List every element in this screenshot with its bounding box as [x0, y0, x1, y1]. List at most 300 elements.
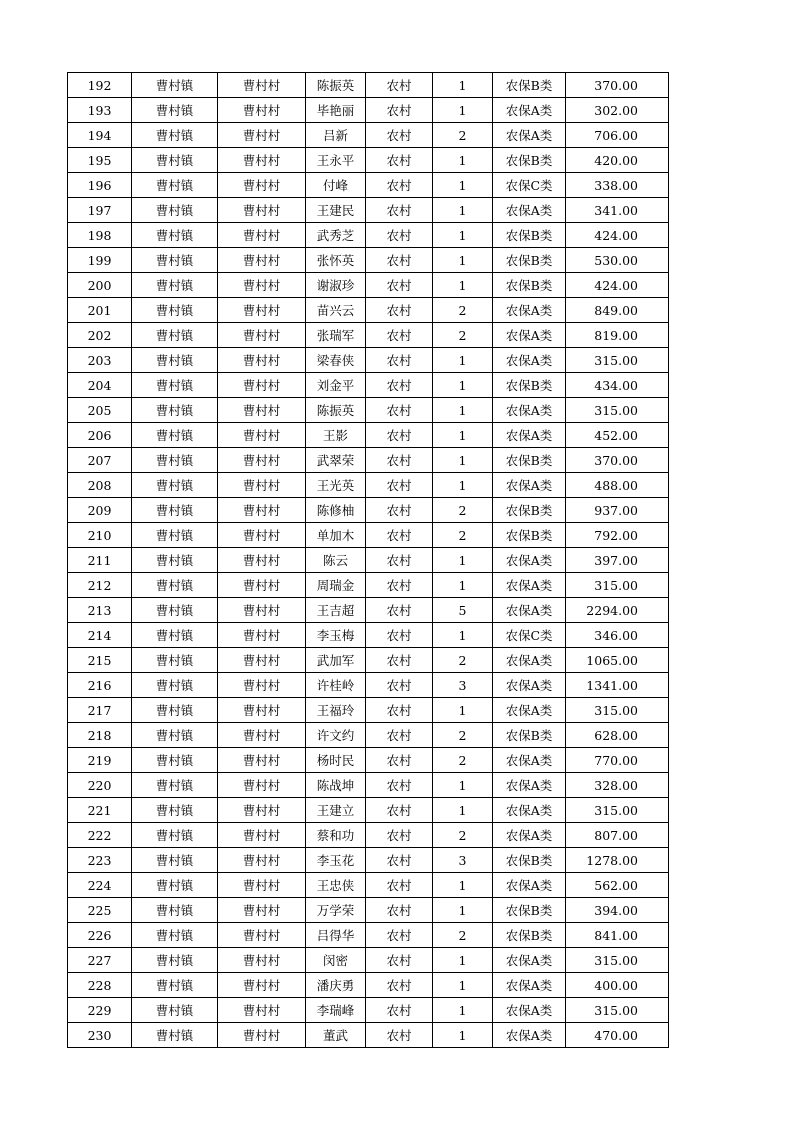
amount-cell: 770.00 [566, 748, 669, 773]
category-cell: 农保A类 [493, 123, 566, 148]
category-cell: 农保A类 [493, 198, 566, 223]
row-number-cell: 221 [68, 798, 132, 823]
town-cell: 曹村镇 [132, 998, 218, 1023]
name-cell: 王永平 [306, 148, 366, 173]
area-type-cell: 农村 [366, 98, 433, 123]
table-row [68, 598, 669, 623]
table-row [68, 473, 669, 498]
town-cell: 曹村镇 [132, 973, 218, 998]
category-cell: 农保A类 [493, 648, 566, 673]
row-number-cell: 201 [68, 298, 132, 323]
row-number-cell: 209 [68, 498, 132, 523]
table-row [68, 673, 669, 698]
table-row [68, 973, 669, 998]
area-type-cell: 农村 [366, 548, 433, 573]
town-cell: 曹村镇 [132, 623, 218, 648]
name-cell: 万学荣 [306, 898, 366, 923]
town-cell: 曹村镇 [132, 198, 218, 223]
name-cell: 蔡和功 [306, 823, 366, 848]
amount-cell: 315.00 [566, 348, 669, 373]
row-number-cell: 220 [68, 773, 132, 798]
category-cell: 农保A类 [493, 798, 566, 823]
table-row [68, 848, 669, 873]
table-row [68, 273, 669, 298]
table-row [68, 523, 669, 548]
household-count-cell: 1 [433, 798, 493, 823]
row-number-cell: 196 [68, 173, 132, 198]
amount-cell: 370.00 [566, 448, 669, 473]
amount-cell: 1278.00 [566, 848, 669, 873]
name-cell: 梁春侠 [306, 348, 366, 373]
area-type-cell: 农村 [366, 323, 433, 348]
row-number-cell: 207 [68, 448, 132, 473]
category-cell: 农保C类 [493, 173, 566, 198]
town-cell: 曹村镇 [132, 248, 218, 273]
village-cell: 曹村村 [218, 748, 306, 773]
row-number-cell: 226 [68, 923, 132, 948]
amount-cell: 488.00 [566, 473, 669, 498]
name-cell: 谢淑珍 [306, 273, 366, 298]
area-type-cell: 农村 [366, 948, 433, 973]
name-cell: 董武 [306, 1023, 366, 1048]
village-cell: 曹村村 [218, 523, 306, 548]
amount-cell: 470.00 [566, 1023, 669, 1048]
town-cell: 曹村镇 [132, 1023, 218, 1048]
category-cell: 农保B类 [493, 923, 566, 948]
town-cell: 曹村镇 [132, 948, 218, 973]
name-cell: 毕艳丽 [306, 98, 366, 123]
amount-cell: 338.00 [566, 173, 669, 198]
town-cell: 曹村镇 [132, 373, 218, 398]
household-count-cell: 1 [433, 998, 493, 1023]
name-cell: 杨时民 [306, 748, 366, 773]
household-count-cell: 1 [433, 548, 493, 573]
table-row [68, 298, 669, 323]
row-number-cell: 195 [68, 148, 132, 173]
category-cell: 农保B类 [493, 523, 566, 548]
town-cell: 曹村镇 [132, 423, 218, 448]
amount-cell: 394.00 [566, 898, 669, 923]
table-row [68, 948, 669, 973]
name-cell: 苗兴云 [306, 298, 366, 323]
household-count-cell: 1 [433, 373, 493, 398]
village-cell: 曹村村 [218, 123, 306, 148]
name-cell: 付峰 [306, 173, 366, 198]
amount-cell: 424.00 [566, 223, 669, 248]
category-cell: 农保A类 [493, 98, 566, 123]
area-type-cell: 农村 [366, 398, 433, 423]
area-type-cell: 农村 [366, 348, 433, 373]
village-cell: 曹村村 [218, 948, 306, 973]
household-count-cell: 5 [433, 598, 493, 623]
amount-cell: 341.00 [566, 198, 669, 223]
area-type-cell: 农村 [366, 898, 433, 923]
name-cell: 王吉超 [306, 598, 366, 623]
category-cell: 农保B类 [493, 898, 566, 923]
household-count-cell: 1 [433, 873, 493, 898]
row-number-cell: 194 [68, 123, 132, 148]
amount-cell: 397.00 [566, 548, 669, 573]
table-row [68, 173, 669, 198]
category-cell: 农保A类 [493, 948, 566, 973]
row-number-cell: 214 [68, 623, 132, 648]
table-row [68, 623, 669, 648]
table-row [68, 748, 669, 773]
table-row [68, 723, 669, 748]
amount-cell: 434.00 [566, 373, 669, 398]
household-count-cell: 1 [433, 623, 493, 648]
name-cell: 李玉花 [306, 848, 366, 873]
row-number-cell: 213 [68, 598, 132, 623]
amount-cell: 937.00 [566, 498, 669, 523]
row-number-cell: 216 [68, 673, 132, 698]
name-cell: 陈振英 [306, 73, 366, 98]
amount-cell: 792.00 [566, 523, 669, 548]
town-cell: 曹村镇 [132, 923, 218, 948]
table-row [68, 198, 669, 223]
village-cell: 曹村村 [218, 1023, 306, 1048]
amount-cell: 315.00 [566, 798, 669, 823]
name-cell: 李瑞峰 [306, 998, 366, 1023]
town-cell: 曹村镇 [132, 598, 218, 623]
table-row [68, 923, 669, 948]
town-cell: 曹村镇 [132, 98, 218, 123]
area-type-cell: 农村 [366, 923, 433, 948]
area-type-cell: 农村 [366, 298, 433, 323]
village-cell: 曹村村 [218, 398, 306, 423]
household-count-cell: 2 [433, 648, 493, 673]
name-cell: 王福玲 [306, 698, 366, 723]
category-cell: 农保B类 [493, 73, 566, 98]
amount-cell: 315.00 [566, 998, 669, 1023]
table-row [68, 423, 669, 448]
town-cell: 曹村镇 [132, 898, 218, 923]
town-cell: 曹村镇 [132, 698, 218, 723]
town-cell: 曹村镇 [132, 173, 218, 198]
area-type-cell: 农村 [366, 623, 433, 648]
category-cell: 农保A类 [493, 598, 566, 623]
table-row [68, 1023, 669, 1048]
town-cell: 曹村镇 [132, 123, 218, 148]
row-number-cell: 203 [68, 348, 132, 373]
town-cell: 曹村镇 [132, 648, 218, 673]
category-cell: 农保A类 [493, 773, 566, 798]
category-cell: 农保A类 [493, 323, 566, 348]
name-cell: 潘庆勇 [306, 973, 366, 998]
name-cell: 陈云 [306, 548, 366, 573]
category-cell: 农保A类 [493, 998, 566, 1023]
area-type-cell: 农村 [366, 223, 433, 248]
household-count-cell: 1 [433, 148, 493, 173]
village-cell: 曹村村 [218, 248, 306, 273]
category-cell: 农保A类 [493, 473, 566, 498]
row-number-cell: 199 [68, 248, 132, 273]
table-row [68, 798, 669, 823]
row-number-cell: 198 [68, 223, 132, 248]
row-number-cell: 192 [68, 73, 132, 98]
amount-cell: 328.00 [566, 773, 669, 798]
name-cell: 吕新 [306, 123, 366, 148]
category-cell: 农保A类 [493, 973, 566, 998]
amount-cell: 315.00 [566, 573, 669, 598]
village-cell: 曹村村 [218, 873, 306, 898]
name-cell: 张瑞军 [306, 323, 366, 348]
row-number-cell: 206 [68, 423, 132, 448]
village-cell: 曹村村 [218, 823, 306, 848]
area-type-cell: 农村 [366, 698, 433, 723]
category-cell: 农保B类 [493, 723, 566, 748]
area-type-cell: 农村 [366, 773, 433, 798]
name-cell: 刘金平 [306, 373, 366, 398]
household-count-cell: 1 [433, 348, 493, 373]
amount-cell: 562.00 [566, 873, 669, 898]
village-cell: 曹村村 [218, 198, 306, 223]
area-type-cell: 农村 [366, 998, 433, 1023]
row-number-cell: 215 [68, 648, 132, 673]
category-cell: 农保B类 [493, 848, 566, 873]
name-cell: 王光英 [306, 473, 366, 498]
village-cell: 曹村村 [218, 298, 306, 323]
town-cell: 曹村镇 [132, 823, 218, 848]
row-number-cell: 222 [68, 823, 132, 848]
area-type-cell: 农村 [366, 798, 433, 823]
town-cell: 曹村镇 [132, 348, 218, 373]
row-number-cell: 227 [68, 948, 132, 973]
town-cell: 曹村镇 [132, 148, 218, 173]
row-number-cell: 228 [68, 973, 132, 998]
household-count-cell: 1 [433, 1023, 493, 1048]
household-count-cell: 1 [433, 248, 493, 273]
amount-cell: 2294.00 [566, 598, 669, 623]
area-type-cell: 农村 [366, 848, 433, 873]
village-cell: 曹村村 [218, 798, 306, 823]
town-cell: 曹村镇 [132, 723, 218, 748]
name-cell: 武秀芝 [306, 223, 366, 248]
amount-cell: 400.00 [566, 973, 669, 998]
category-cell: 农保B类 [493, 448, 566, 473]
row-number-cell: 217 [68, 698, 132, 723]
town-cell: 曹村镇 [132, 73, 218, 98]
area-type-cell: 农村 [366, 473, 433, 498]
village-cell: 曹村村 [218, 698, 306, 723]
amount-cell: 849.00 [566, 298, 669, 323]
row-number-cell: 218 [68, 723, 132, 748]
name-cell: 陈战坤 [306, 773, 366, 798]
amount-cell: 1065.00 [566, 648, 669, 673]
table-row [68, 898, 669, 923]
table-row [68, 823, 669, 848]
household-count-cell: 2 [433, 123, 493, 148]
amount-cell: 706.00 [566, 123, 669, 148]
name-cell: 王建民 [306, 198, 366, 223]
table-row [68, 773, 669, 798]
town-cell: 曹村镇 [132, 498, 218, 523]
row-number-cell: 224 [68, 873, 132, 898]
table-row [68, 573, 669, 598]
household-count-cell: 1 [433, 898, 493, 923]
category-cell: 农保B类 [493, 373, 566, 398]
village-cell: 曹村村 [218, 598, 306, 623]
household-count-cell: 2 [433, 823, 493, 848]
village-cell: 曹村村 [218, 973, 306, 998]
town-cell: 曹村镇 [132, 548, 218, 573]
town-cell: 曹村镇 [132, 748, 218, 773]
area-type-cell: 农村 [366, 823, 433, 848]
area-type-cell: 农村 [366, 248, 433, 273]
town-cell: 曹村镇 [132, 223, 218, 248]
village-cell: 曹村村 [218, 148, 306, 173]
table-row [68, 73, 669, 98]
town-cell: 曹村镇 [132, 873, 218, 898]
amount-cell: 530.00 [566, 248, 669, 273]
row-number-cell: 210 [68, 523, 132, 548]
town-cell: 曹村镇 [132, 298, 218, 323]
household-count-cell: 1 [433, 973, 493, 998]
village-cell: 曹村村 [218, 498, 306, 523]
table-row [68, 223, 669, 248]
village-cell: 曹村村 [218, 98, 306, 123]
area-type-cell: 农村 [366, 198, 433, 223]
row-number-cell: 229 [68, 998, 132, 1023]
area-type-cell: 农村 [366, 73, 433, 98]
category-cell: 农保B类 [493, 498, 566, 523]
amount-cell: 315.00 [566, 698, 669, 723]
name-cell: 张怀英 [306, 248, 366, 273]
area-type-cell: 农村 [366, 873, 433, 898]
village-cell: 曹村村 [218, 623, 306, 648]
town-cell: 曹村镇 [132, 573, 218, 598]
table-row [68, 548, 669, 573]
name-cell: 武翠荣 [306, 448, 366, 473]
household-count-cell: 2 [433, 298, 493, 323]
household-count-cell: 1 [433, 398, 493, 423]
row-number-cell: 225 [68, 898, 132, 923]
row-number-cell: 212 [68, 573, 132, 598]
row-number-cell: 193 [68, 98, 132, 123]
town-cell: 曹村镇 [132, 398, 218, 423]
category-cell: 农保A类 [493, 423, 566, 448]
household-count-cell: 3 [433, 673, 493, 698]
category-cell: 农保A类 [493, 348, 566, 373]
town-cell: 曹村镇 [132, 323, 218, 348]
town-cell: 曹村镇 [132, 798, 218, 823]
amount-cell: 302.00 [566, 98, 669, 123]
category-cell: 农保A类 [493, 1023, 566, 1048]
village-cell: 曹村村 [218, 548, 306, 573]
row-number-cell: 204 [68, 373, 132, 398]
name-cell: 单加木 [306, 523, 366, 548]
town-cell: 曹村镇 [132, 448, 218, 473]
area-type-cell: 农村 [366, 1023, 433, 1048]
row-number-cell: 200 [68, 273, 132, 298]
area-type-cell: 农村 [366, 173, 433, 198]
name-cell: 许桂岭 [306, 673, 366, 698]
household-count-cell: 1 [433, 948, 493, 973]
household-count-cell: 1 [433, 573, 493, 598]
village-cell: 曹村村 [218, 373, 306, 398]
area-type-cell: 农村 [366, 748, 433, 773]
category-cell: 农保B类 [493, 148, 566, 173]
amount-cell: 628.00 [566, 723, 669, 748]
amount-cell: 1341.00 [566, 673, 669, 698]
category-cell: 农保A类 [493, 748, 566, 773]
village-cell: 曹村村 [218, 898, 306, 923]
household-count-cell: 2 [433, 748, 493, 773]
town-cell: 曹村镇 [132, 273, 218, 298]
village-cell: 曹村村 [218, 673, 306, 698]
name-cell: 李玉梅 [306, 623, 366, 648]
village-cell: 曹村村 [218, 423, 306, 448]
area-type-cell: 农村 [366, 598, 433, 623]
village-cell: 曹村村 [218, 173, 306, 198]
area-type-cell: 农村 [366, 648, 433, 673]
village-cell: 曹村村 [218, 223, 306, 248]
village-cell: 曹村村 [218, 773, 306, 798]
amount-cell: 819.00 [566, 323, 669, 348]
name-cell: 许文约 [306, 723, 366, 748]
category-cell: 农保A类 [493, 673, 566, 698]
village-cell: 曹村村 [218, 448, 306, 473]
amount-cell: 452.00 [566, 423, 669, 448]
table-row [68, 373, 669, 398]
town-cell: 曹村镇 [132, 848, 218, 873]
household-count-cell: 1 [433, 448, 493, 473]
table-row [68, 698, 669, 723]
village-cell: 曹村村 [218, 998, 306, 1023]
household-count-cell: 1 [433, 423, 493, 448]
household-count-cell: 3 [433, 848, 493, 873]
category-cell: 农保A类 [493, 298, 566, 323]
village-cell: 曹村村 [218, 848, 306, 873]
name-cell: 周瑞金 [306, 573, 366, 598]
row-number-cell: 230 [68, 1023, 132, 1048]
household-count-cell: 2 [433, 323, 493, 348]
household-count-cell: 1 [433, 773, 493, 798]
table-row [68, 348, 669, 373]
village-cell: 曹村村 [218, 273, 306, 298]
name-cell: 王影 [306, 423, 366, 448]
row-number-cell: 219 [68, 748, 132, 773]
row-number-cell: 205 [68, 398, 132, 423]
village-cell: 曹村村 [218, 323, 306, 348]
village-cell: 曹村村 [218, 348, 306, 373]
category-cell: 农保A类 [493, 823, 566, 848]
amount-cell: 346.00 [566, 623, 669, 648]
amount-cell: 315.00 [566, 398, 669, 423]
area-type-cell: 农村 [366, 123, 433, 148]
table-row [68, 248, 669, 273]
household-count-cell: 1 [433, 98, 493, 123]
amount-cell: 841.00 [566, 923, 669, 948]
name-cell: 吕得华 [306, 923, 366, 948]
area-type-cell: 农村 [366, 973, 433, 998]
area-type-cell: 农村 [366, 498, 433, 523]
name-cell: 王忠侠 [306, 873, 366, 898]
household-count-cell: 2 [433, 498, 493, 523]
town-cell: 曹村镇 [132, 773, 218, 798]
table-row [68, 873, 669, 898]
table-body [68, 73, 669, 1048]
household-count-cell: 1 [433, 173, 493, 198]
table-row [68, 98, 669, 123]
amount-cell: 807.00 [566, 823, 669, 848]
category-cell: 农保B类 [493, 273, 566, 298]
village-cell: 曹村村 [218, 923, 306, 948]
village-cell: 曹村村 [218, 723, 306, 748]
category-cell: 农保A类 [493, 398, 566, 423]
row-number-cell: 202 [68, 323, 132, 348]
category-cell: 农保A类 [493, 698, 566, 723]
